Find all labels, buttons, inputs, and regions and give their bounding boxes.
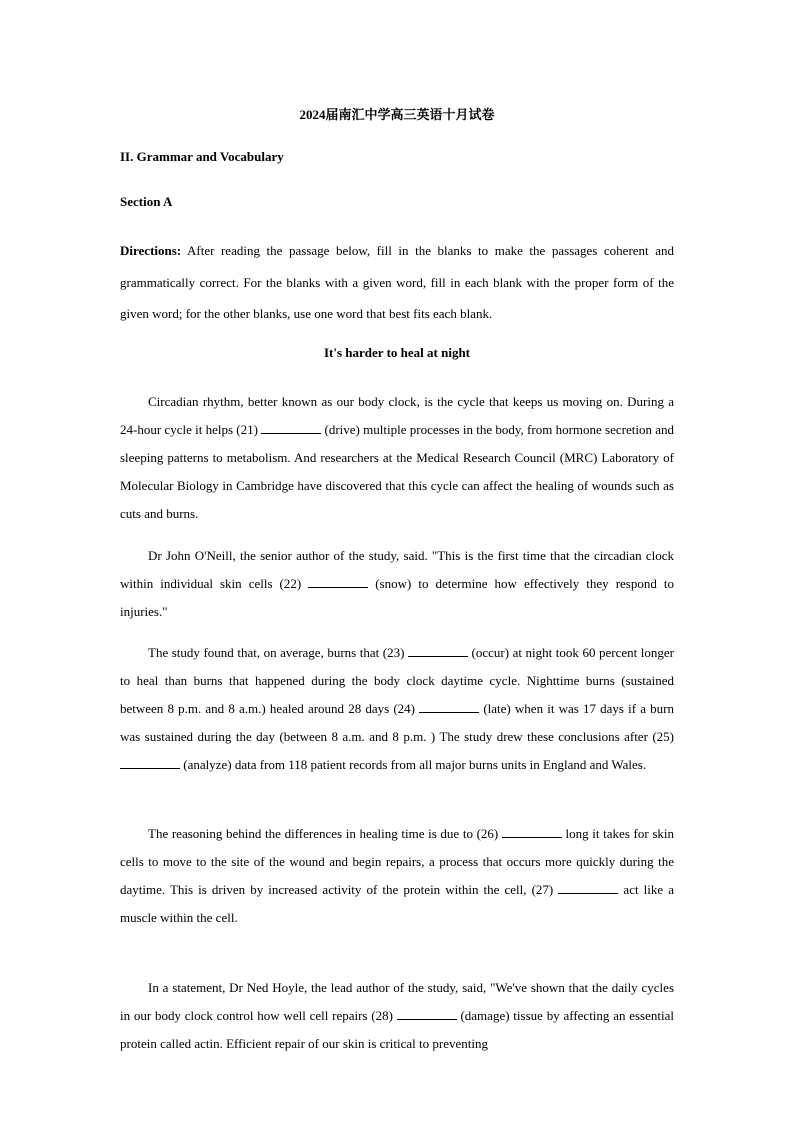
blank-21[interactable] — [261, 423, 321, 434]
section-heading: II. Grammar and Vocabulary — [120, 149, 284, 164]
blank-26[interactable] — [502, 827, 562, 838]
paragraph-text: (late) when it was 17 days if a burn was sustained during the day (between 8 a.m. and 8 p.m. ) The study drew these conclusions after (25) — [120, 701, 674, 744]
passage-paragraph-5 — [120, 974, 674, 1058]
paragraph-text: Circadian rhythm, better known as our body clock, is the cycle that keeps us moving on. During a 24-hour cycle it helps (21) — [120, 394, 674, 437]
paragraph-text: The study found that, on average, burns that (23) — [148, 645, 409, 660]
blank-27[interactable] — [558, 883, 618, 894]
passage-paragraph-4 — [120, 820, 674, 932]
paragraph-text: (snow) to determine how effectively they respond to injuries." — [120, 576, 675, 619]
paragraph-text: (occur) at night took 60 percent longer to heal than burns that happened during the body clock daytime cycle. Nighttime burns (sustained between 8 p.m. and 8 a.m.) healed around 28 days (24) — [120, 645, 674, 716]
blank-22[interactable] — [308, 577, 368, 588]
directions-paragraph — [120, 235, 674, 330]
page-title: 2024届南汇中学高三英语十月试卷 — [299, 107, 495, 122]
section-subheading: Section A — [120, 194, 173, 209]
blank-24[interactable] — [419, 702, 479, 713]
paragraph-text: In a statement, Dr Ned Hoyle, the lead author of the study, said, "We've shown that the daily cycles in our body clock control how well cell repairs (28) — [120, 980, 674, 1023]
blank-25[interactable] — [120, 758, 180, 769]
passage-paragraph-1 — [120, 388, 674, 528]
passage-title: It's harder to heal at night — [323, 345, 470, 360]
paragraph-text: act like a muscle within the cell. — [120, 882, 674, 925]
blank-28[interactable] — [397, 1009, 457, 1020]
paragraph-text: long it takes for skin cells to move to the site of the wound and begin repairs, a process that occurs more quickly during the daytime. This is driven by increased activity of the protein within the cell, (27) — [120, 826, 674, 897]
passage-paragraph-3 — [120, 639, 674, 779]
paragraph-text: (analyze) data from 118 patient records from all major burns units in England and Wales. — [180, 757, 647, 772]
paragraph-text: (drive) multiple processes in the body, from hormone secretion and sleeping patterns to metabolism. And researchers at the Medical Research Council (MRC) Laboratory of Molecular Biology in Cambridge have discovered that this cycle can affect the healing of wounds such as cuts and burns. — [120, 422, 675, 521]
directions-label: Directions: — [120, 243, 182, 258]
paragraph-text: Dr John O'Neill, the senior author of the study, said. "This is the first time that the circadian clock within individual skin cells (22) — [120, 548, 674, 591]
passage-paragraph-2 — [120, 542, 674, 626]
blank-23[interactable] — [408, 646, 468, 657]
paragraph-text: (damage) tissue by affecting an essential protein called actin. Efficient repair of our skin is critical to preventing — [120, 1008, 674, 1051]
directions-text: After reading the passage below, fill in the blanks to make the passages coherent and grammatically correct. For the blanks with a given word, fill in each blank with the proper form of the given word; for the other blanks, use one word that best fits each blank. — [120, 243, 674, 321]
paragraph-text: The reasoning behind the differences in healing time is due to (26) — [148, 826, 502, 841]
